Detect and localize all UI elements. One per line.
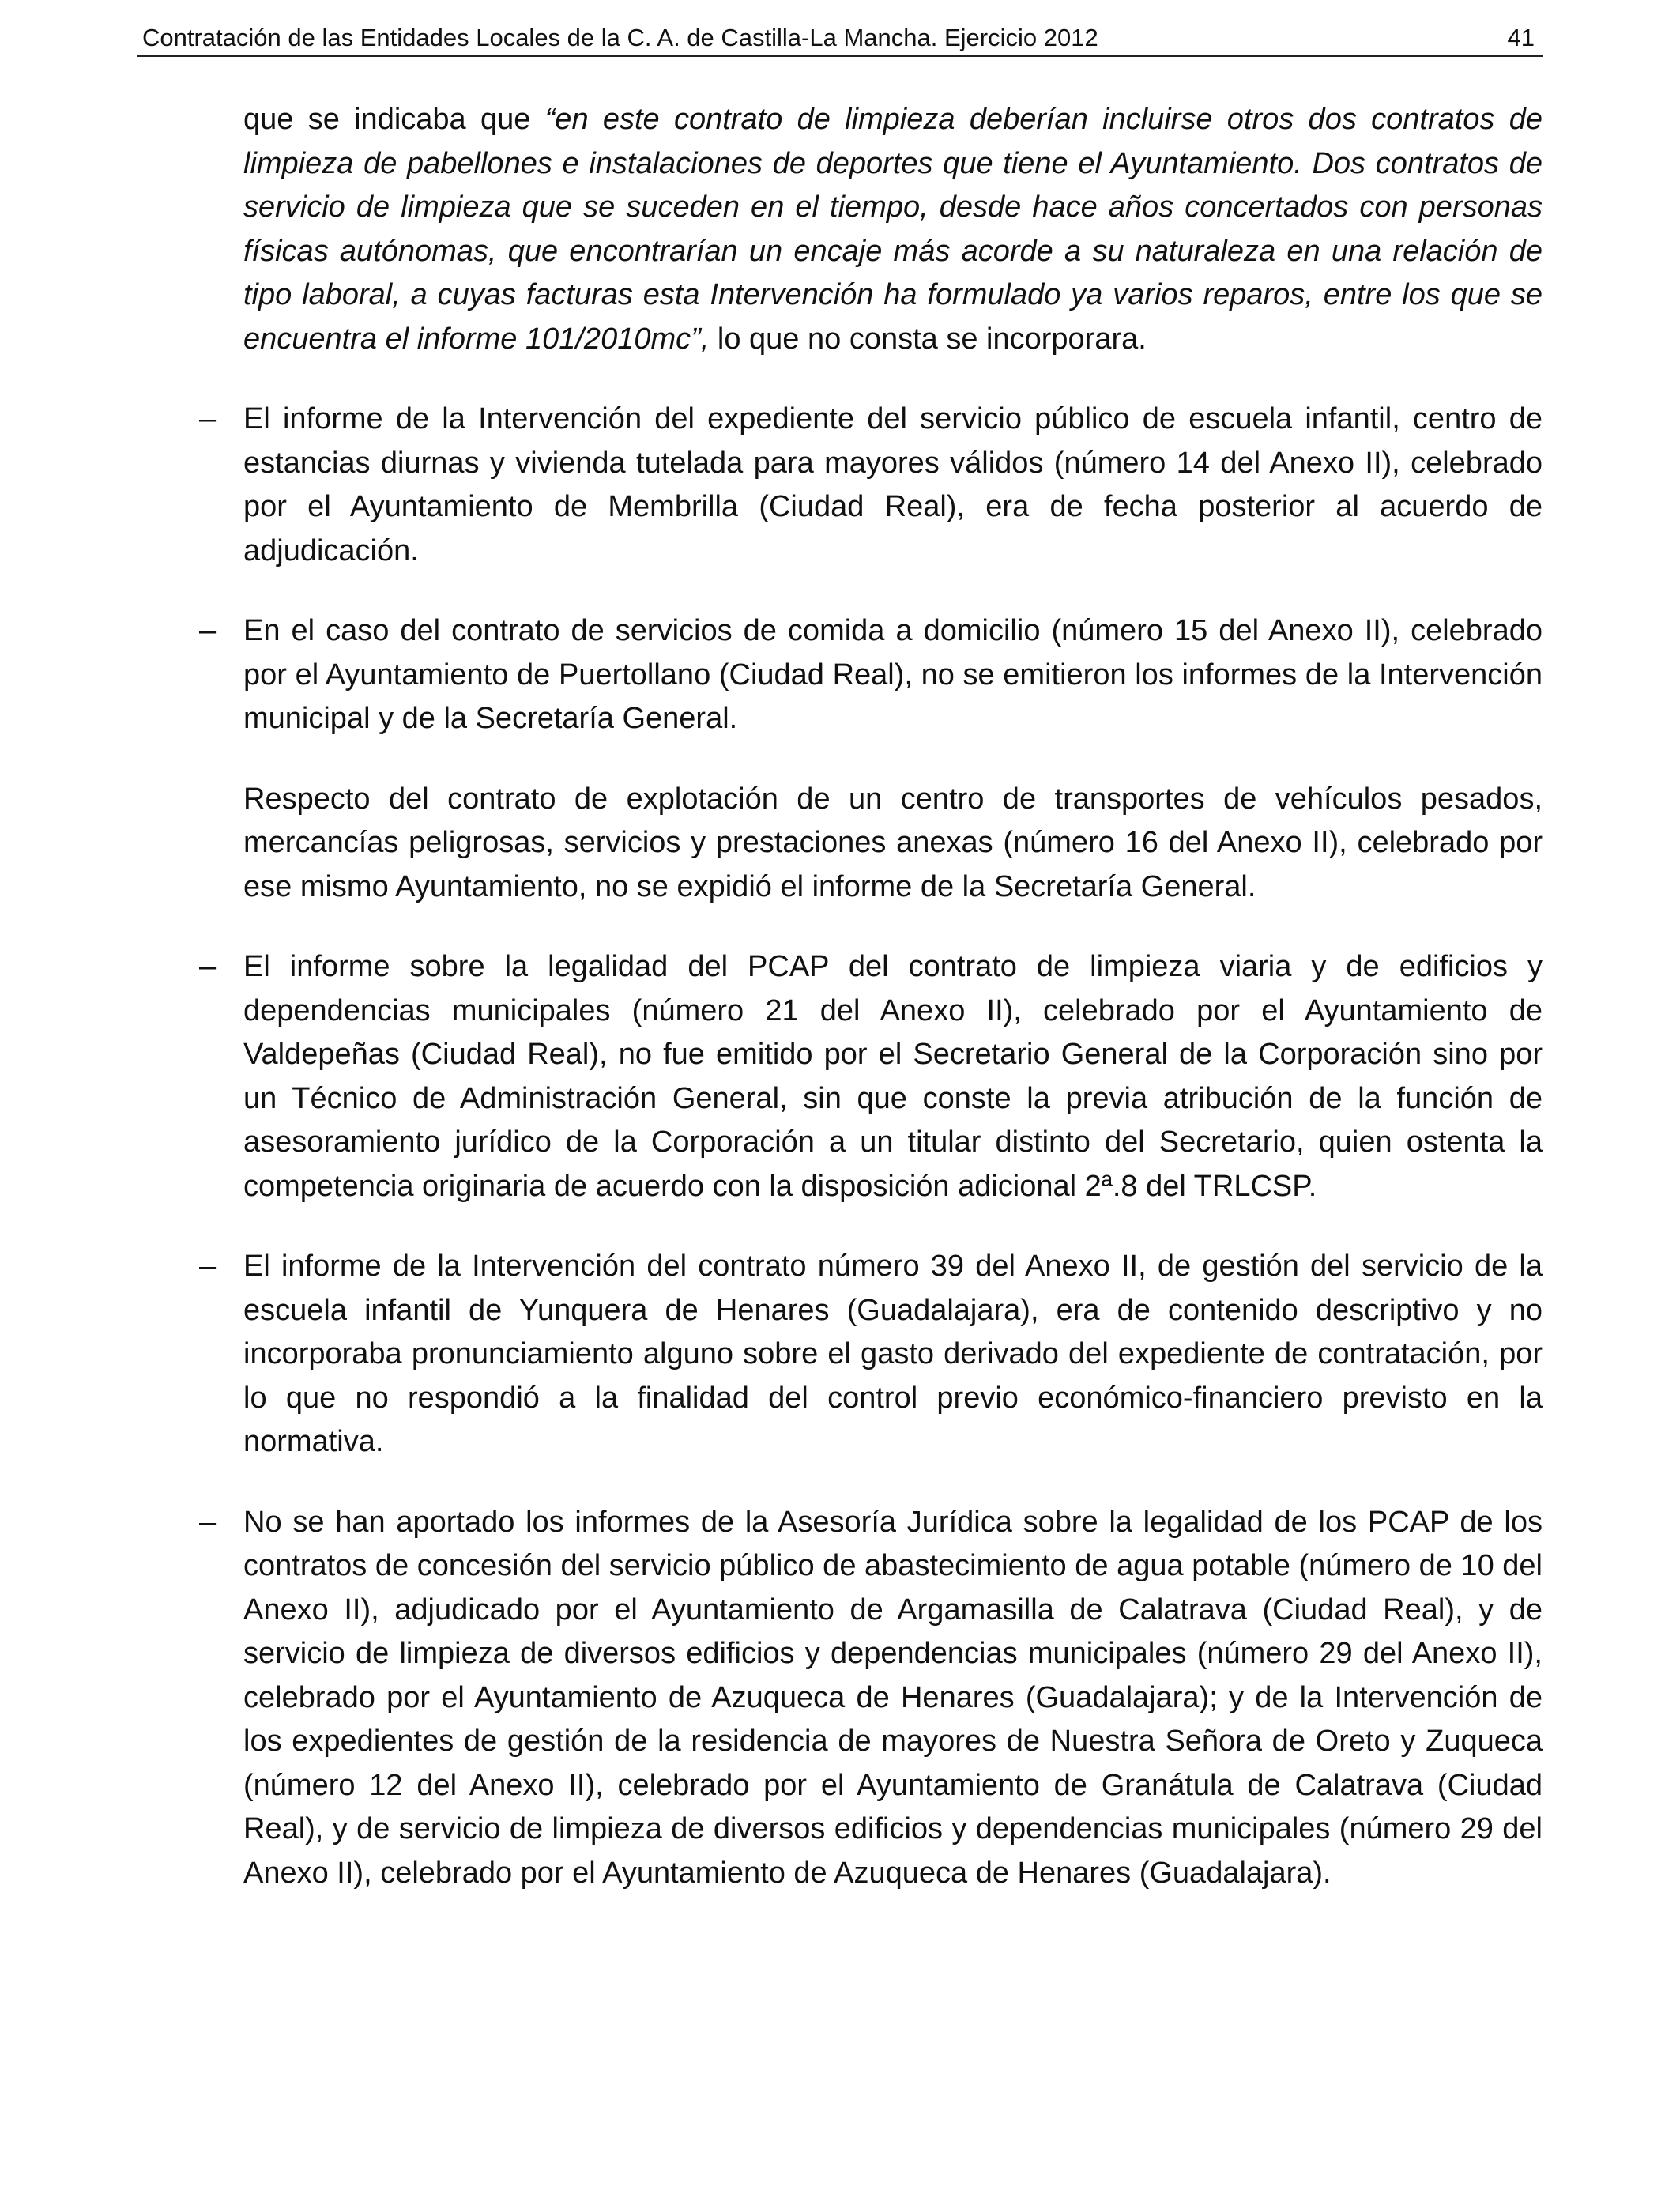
dash-bullet: –	[199, 1250, 217, 1283]
list-item-text: El informe de la Intervención del contrato número 39 del Anexo II, de gestión del servicio de la escuela infantil de Yunquera de Henares (Guadalajara), era de contenido descriptivo y no incorporaba pronunciamiento alguno sobre el gasto derivado del expediente de contratación, por lo que no respondió a la finalidad del control previo económico-financiero previsto en la normativa.	[243, 1250, 1543, 1458]
dash-bullet: –	[199, 950, 217, 983]
list-item-text: No se han aportado los informes de la Asesoría Jurídica sobre la legalidad de los PCAP de los contratos de concesión del servicio público de abastecimiento de agua potable (número de 10 del Anexo II), adjudicado por el Ayuntamiento de Argamasilla de Calatrava (Ciudad Real), y de servicio de limpieza de diversos edificios y dependencias municipales (número 29 del Anexo II), celebrado por el Ayuntamiento de Azuqueca de Henares (Guadalajara); y de la Intervención de los expedientes de gestión de la residencia de mayores de Nuestra Señora de Oreto y Zuqueca (número 12 del Anexo II), celebrado por el Ayuntamiento de Granátula de Calatrava (Ciudad Real), y de servicio de limpieza de diversos edificios y dependencias municipales (número 29 del Anexo II), celebrado por el Ayuntamiento de Azuqueca de Henares (Guadalajara).	[243, 1505, 1543, 1890]
list-item	[199, 398, 1543, 573]
list-item	[199, 609, 1543, 741]
dash-bullet: –	[199, 1505, 217, 1539]
list-item	[199, 1501, 1543, 1896]
paragraph-continuation	[243, 98, 1543, 361]
dash-bullet: –	[199, 402, 217, 435]
paragraph-lead: que se indicaba que	[243, 103, 545, 136]
page-header	[137, 21, 1543, 57]
list-item-text: El informe sobre la legalidad del PCAP del contrato de limpieza viaria y de edificios y dependencias municipales (número 21 del Anexo II), celebrado por el Ayuntamiento de Valdepeñas (Ciudad Real), no fue emitido por el Secretario General de la Corporación sino por un Técnico de Administración General, sin que conste la previa atribución de la función de asesoramiento jurídico de la Corporación a un titular distinto del Secretario, quien ostenta la competencia originaria de acuerdo con la disposición adicional 2ª.8 del TRLCSP.	[243, 950, 1543, 1203]
document-body	[199, 98, 1543, 1932]
list-item	[199, 1245, 1543, 1465]
quoted-text: “en este contrato de limpieza deberían incluirse otros dos contratos de limpieza de pabellones e instalaciones de deportes que tiene el Ayuntamiento. Dos contratos de servicio de limpieza que se suceden en el tiempo, desde hace años concertados con personas físicas autónomas, que encontrarían un encaje más acorde a su naturaleza en una relación de tipo laboral, a cuyas facturas esta Intervención ha formulado ya varios reparos, entre los que se encuentra el informe 101/2010mc”,	[243, 103, 1543, 356]
list-item	[199, 945, 1543, 1208]
paragraph: Respecto del contrato de explotación de un centro de transportes de vehículos pesados, mercancías peligrosas, servicios y prestaciones anexas (número 16 del Anexo II), celebrado por ese mismo Ayuntamiento, no se expidió el informe de la Secretaría General.	[243, 782, 1543, 903]
list-item-text: El informe de la Intervención del expediente del servicio público de escuela infantil, centro de estancias diurnas y vivienda tutelada para mayores válidos (número 14 del Anexo II), celebrado por el Ayuntamiento de Membrilla (Ciudad Real), era de fecha posterior al acuerdo de adjudicación.	[243, 402, 1543, 567]
page-number: 41	[1507, 24, 1535, 51]
list-item-text: En el caso del contrato de servicios de comida a domicilio (número 15 del Anexo II), celebrado por el Ayuntamiento de Puertollano (Ciudad Real), no se emitieron los informes de la Intervención municipal y de la Secretaría General.	[243, 614, 1543, 735]
header-title: Contratación de las Entidades Locales de la C. A. de Castilla-La Mancha. Ejercicio 2012	[142, 24, 1098, 51]
paragraph-tail: lo que no consta se incorporara.	[709, 322, 1147, 356]
dash-bullet: –	[199, 614, 217, 647]
